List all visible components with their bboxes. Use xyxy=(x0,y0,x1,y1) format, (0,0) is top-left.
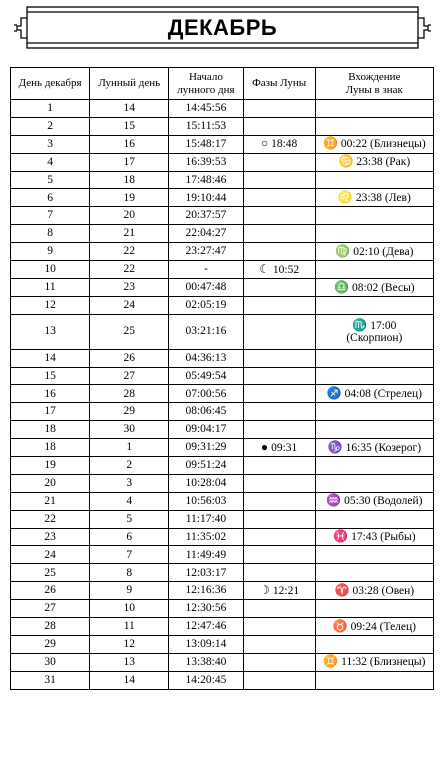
table-row xyxy=(11,385,434,403)
cell-moon-phase xyxy=(243,528,315,546)
cell-day: 5 xyxy=(11,171,90,189)
cell-day: 17 xyxy=(11,403,90,421)
table-row xyxy=(11,510,434,528)
table-row xyxy=(11,653,434,671)
cell-moon-phase xyxy=(243,153,315,171)
cell-lunar-day-start: 04:36:13 xyxy=(169,349,243,367)
cell-moon-phase xyxy=(243,582,315,600)
cell-sign-entry xyxy=(315,510,433,528)
zodiac-sign-icon: ♑ xyxy=(327,439,343,454)
table-row xyxy=(11,546,434,564)
header-entry-line1: Вхождение xyxy=(348,71,401,84)
cell-sign-entry xyxy=(315,225,433,243)
zodiac-sign-icon: ♍ xyxy=(335,243,351,258)
cell-moon-phase xyxy=(243,243,315,261)
table-row xyxy=(11,582,434,600)
cell-day: 7 xyxy=(11,207,90,225)
cell-moon-phase xyxy=(243,600,315,618)
cell-lunar-day-start: - xyxy=(169,261,243,279)
cell-moon-phase xyxy=(243,618,315,636)
cell-day: 1 xyxy=(11,100,90,118)
table-row xyxy=(11,457,434,475)
cell-lunar-day-start: 16:39:53 xyxy=(169,153,243,171)
table-row xyxy=(11,135,434,153)
zodiac-sign-icon: ♋ xyxy=(338,154,354,169)
cell-lunar-day-start: 07:00:56 xyxy=(169,385,243,403)
cell-sign-entry xyxy=(315,100,433,118)
cell-lunar-day-start: 00:47:48 xyxy=(169,278,243,296)
cell-lunar-day: 26 xyxy=(90,349,169,367)
zodiac-sign-icon: ♈ xyxy=(334,582,350,597)
cell-lunar-day: 6 xyxy=(90,528,169,546)
cell-lunar-day: 25 xyxy=(90,314,169,349)
zodiac-sign-icon: ♏ xyxy=(352,317,368,332)
zodiac-sign-icon: ♉ xyxy=(332,618,348,633)
moon-phase-time: 10:52 xyxy=(272,263,300,276)
cell-day: 8 xyxy=(11,225,90,243)
cell-sign-entry xyxy=(315,618,433,636)
cell-moon-phase xyxy=(243,117,315,135)
cell-day: 23 xyxy=(11,528,90,546)
header-lunar-day-start xyxy=(169,68,243,100)
cell-day: 24 xyxy=(11,546,90,564)
table-row xyxy=(11,314,434,349)
cell-moon-phase xyxy=(243,403,315,421)
table-row xyxy=(11,439,434,457)
cell-day: 27 xyxy=(11,600,90,618)
table-body xyxy=(11,100,434,690)
cell-lunar-day-start: 02:05:19 xyxy=(169,296,243,314)
cell-lunar-day: 30 xyxy=(90,421,169,439)
cell-day: 25 xyxy=(11,564,90,582)
sign-entry-text: 00:22 (Близнецы) xyxy=(340,138,426,151)
cell-lunar-day: 15 xyxy=(90,117,169,135)
cell-sign-entry xyxy=(315,261,433,279)
cell-day: 28 xyxy=(11,618,90,636)
cell-moon-phase xyxy=(243,546,315,564)
table-row xyxy=(11,367,434,385)
cell-moon-phase xyxy=(243,510,315,528)
cell-lunar-day: 14 xyxy=(90,671,169,689)
cell-moon-phase xyxy=(243,100,315,118)
sign-entry-text: 02:10 (Дева) xyxy=(353,245,414,258)
cell-lunar-day: 9 xyxy=(90,582,169,600)
lunar-calendar-table xyxy=(10,67,434,690)
cell-lunar-day-start: 22:04:27 xyxy=(169,225,243,243)
sign-entry-text: 05:30 (Водолей) xyxy=(344,495,423,508)
cell-day: 12 xyxy=(11,296,90,314)
header-moon-phase: Фазы Луны xyxy=(243,68,315,100)
cell-day: 6 xyxy=(11,189,90,207)
cell-sign-entry xyxy=(315,171,433,189)
moon-phase-icon: ☾ xyxy=(259,261,270,276)
sign-entry-text: 03:28 (Овен) xyxy=(352,584,415,597)
moon-phase-time: 09:31 xyxy=(271,441,298,454)
cell-moon-phase xyxy=(243,439,315,457)
cell-lunar-day: 18 xyxy=(90,171,169,189)
cell-moon-phase xyxy=(243,653,315,671)
cell-moon-phase xyxy=(243,189,315,207)
cell-moon-phase xyxy=(243,457,315,475)
cell-moon-phase xyxy=(243,385,315,403)
cell-sign-entry xyxy=(315,653,433,671)
cell-lunar-day-start: 14:45:56 xyxy=(169,100,243,118)
cell-moon-phase xyxy=(243,296,315,314)
zodiac-sign-icon: ♒ xyxy=(326,493,342,508)
cell-sign-entry xyxy=(315,153,433,171)
cell-lunar-day: 2 xyxy=(90,457,169,475)
cell-lunar-day-start: 03:21:16 xyxy=(169,314,243,349)
cell-lunar-day-start: 09:31:29 xyxy=(169,439,243,457)
cell-sign-entry xyxy=(315,135,433,153)
cell-moon-phase xyxy=(243,421,315,439)
zodiac-sign-icon: ♎ xyxy=(334,279,349,294)
cell-lunar-day: 21 xyxy=(90,225,169,243)
cell-lunar-day: 16 xyxy=(90,135,169,153)
zodiac-sign-icon: ♌ xyxy=(337,190,353,205)
table-row xyxy=(11,225,434,243)
cell-lunar-day-start: 13:09:14 xyxy=(169,635,243,653)
header-sign-entry xyxy=(315,68,433,100)
cell-lunar-day: 4 xyxy=(90,492,169,510)
cell-lunar-day: 5 xyxy=(90,510,169,528)
cell-sign-entry xyxy=(315,421,433,439)
cell-moon-phase xyxy=(243,314,315,349)
sign-entry-text: 09:24 (Телец) xyxy=(350,620,417,633)
cell-lunar-day: 29 xyxy=(90,403,169,421)
sign-entry-text: 17:00 xyxy=(370,319,397,332)
cell-lunar-day-start: 12:03:17 xyxy=(169,564,243,582)
cell-sign-entry xyxy=(315,278,433,296)
cell-lunar-day-start: 09:04:17 xyxy=(169,421,243,439)
cell-day: 31 xyxy=(11,671,90,689)
moon-phase-icon: ☽ xyxy=(259,582,270,597)
table-row xyxy=(11,207,434,225)
cell-sign-entry xyxy=(315,671,433,689)
cell-moon-phase xyxy=(243,635,315,653)
sign-entry-text: 17:43 (Рыбы) xyxy=(351,531,416,544)
table-row xyxy=(11,600,434,618)
cell-moon-phase xyxy=(243,225,315,243)
cell-moon-phase xyxy=(243,474,315,492)
cell-sign-entry xyxy=(315,385,433,403)
cell-lunar-day-start: 20:37:57 xyxy=(169,207,243,225)
cell-day: 19 xyxy=(11,457,90,475)
table-row xyxy=(11,671,434,689)
cell-day: 13 xyxy=(11,314,90,349)
cell-day: 30 xyxy=(11,653,90,671)
cell-lunar-day: 8 xyxy=(90,564,169,582)
cell-lunar-day: 23 xyxy=(90,278,169,296)
zodiac-sign-icon: ♐ xyxy=(326,386,342,401)
table-row xyxy=(11,243,434,261)
table-row xyxy=(11,474,434,492)
cell-day: 4 xyxy=(11,153,90,171)
cell-lunar-day-start: 05:49:54 xyxy=(169,367,243,385)
cell-day: 10 xyxy=(11,261,90,279)
table-row xyxy=(11,153,434,171)
table-row xyxy=(11,635,434,653)
table-header-row xyxy=(11,68,434,100)
cell-lunar-day-start: 08:06:45 xyxy=(169,403,243,421)
cell-day: 26 xyxy=(11,582,90,600)
table-row xyxy=(11,189,434,207)
sign-entry-text: 08:02 (Весы) xyxy=(352,281,415,294)
sign-entry-text-line2: (Скорпион) xyxy=(346,332,403,345)
cell-lunar-day: 11 xyxy=(90,618,169,636)
table-row xyxy=(11,421,434,439)
cell-moon-phase xyxy=(243,171,315,189)
zodiac-sign-icon: ♊ xyxy=(322,136,338,151)
cell-day: 18 xyxy=(11,439,90,457)
cell-day: 29 xyxy=(11,635,90,653)
cell-sign-entry xyxy=(315,439,433,457)
cell-moon-phase xyxy=(243,492,315,510)
table-row xyxy=(11,117,434,135)
cell-lunar-day-start: 23:27:47 xyxy=(169,243,243,261)
header-entry-line2: Луны в знак xyxy=(345,83,403,96)
moon-phase-time: 12:21 xyxy=(272,584,300,597)
cell-sign-entry xyxy=(315,117,433,135)
cell-sign-entry xyxy=(315,314,433,349)
cell-lunar-day-start: 15:48:17 xyxy=(169,135,243,153)
cell-lunar-day-start: 11:17:40 xyxy=(169,510,243,528)
table-row xyxy=(11,278,434,296)
cell-lunar-day-start: 09:51:24 xyxy=(169,457,243,475)
header-start-line2: лунного дня xyxy=(177,83,235,96)
cell-sign-entry xyxy=(315,296,433,314)
cell-day: 22 xyxy=(11,510,90,528)
cell-moon-phase xyxy=(243,564,315,582)
cell-sign-entry xyxy=(315,528,433,546)
cell-lunar-day: 3 xyxy=(90,474,169,492)
cell-day: 15 xyxy=(11,367,90,385)
sign-entry-text: 04:08 (Стрелец) xyxy=(344,388,422,401)
table-row xyxy=(11,100,434,118)
cell-sign-entry xyxy=(315,546,433,564)
table-row xyxy=(11,403,434,421)
cell-sign-entry xyxy=(315,243,433,261)
cell-day: 18 xyxy=(11,421,90,439)
cell-sign-entry xyxy=(315,474,433,492)
cell-lunar-day-start: 11:35:02 xyxy=(169,528,243,546)
header-day: День декабря xyxy=(11,68,90,100)
cell-sign-entry xyxy=(315,492,433,510)
cell-day: 11 xyxy=(11,278,90,296)
cell-moon-phase xyxy=(243,671,315,689)
page-title: ДЕКАБРЬ xyxy=(167,15,278,40)
cell-moon-phase xyxy=(243,207,315,225)
cell-lunar-day-start: 15:11:53 xyxy=(169,117,243,135)
table-row xyxy=(11,171,434,189)
cell-sign-entry xyxy=(315,349,433,367)
moon-phase-icon: ● xyxy=(260,439,269,454)
table-row xyxy=(11,618,434,636)
moon-phase-time: 18:48 xyxy=(271,138,298,151)
cell-lunar-day: 22 xyxy=(90,243,169,261)
cell-moon-phase xyxy=(243,278,315,296)
cell-sign-entry xyxy=(315,367,433,385)
cell-lunar-day-start: 10:56:03 xyxy=(169,492,243,510)
cell-lunar-day: 12 xyxy=(90,635,169,653)
cell-moon-phase xyxy=(243,349,315,367)
zodiac-sign-icon: ♊ xyxy=(323,654,339,669)
cell-lunar-day: 28 xyxy=(90,385,169,403)
table-row xyxy=(11,349,434,367)
cell-moon-phase xyxy=(243,261,315,279)
cell-moon-phase xyxy=(243,135,315,153)
cell-lunar-day-start: 12:30:56 xyxy=(169,600,243,618)
cell-lunar-day: 20 xyxy=(90,207,169,225)
cell-lunar-day: 27 xyxy=(90,367,169,385)
cell-lunar-day: 22 xyxy=(90,261,169,279)
cell-lunar-day: 24 xyxy=(90,296,169,314)
table-row xyxy=(11,528,434,546)
sign-entry-text: 23:38 (Лев) xyxy=(355,192,411,205)
cell-lunar-day-start: 17:48:46 xyxy=(169,171,243,189)
header-lunar-day: Лунный день xyxy=(90,68,169,100)
cell-lunar-day-start: 14:20:45 xyxy=(169,671,243,689)
cell-lunar-day: 13 xyxy=(90,653,169,671)
table-row xyxy=(11,261,434,279)
cell-day: 21 xyxy=(11,492,90,510)
cell-sign-entry xyxy=(315,189,433,207)
sign-entry-text: 16:35 (Козерог) xyxy=(345,441,422,454)
cell-day: 2 xyxy=(11,117,90,135)
cell-lunar-day: 10 xyxy=(90,600,169,618)
zodiac-sign-icon: ♓ xyxy=(333,529,349,544)
cell-lunar-day: 17 xyxy=(90,153,169,171)
cell-day: 16 xyxy=(11,385,90,403)
cell-lunar-day: 1 xyxy=(90,439,169,457)
table-row xyxy=(11,492,434,510)
header-start-line1: Начало xyxy=(188,71,223,84)
cell-sign-entry xyxy=(315,403,433,421)
cell-lunar-day-start: 12:16:36 xyxy=(169,582,243,600)
cell-day: 20 xyxy=(11,474,90,492)
cell-lunar-day-start: 13:38:40 xyxy=(169,653,243,671)
title-banner xyxy=(14,4,431,52)
cell-day: 9 xyxy=(11,243,90,261)
cell-sign-entry xyxy=(315,457,433,475)
cell-sign-entry xyxy=(315,635,433,653)
cell-day: 14 xyxy=(11,349,90,367)
cell-sign-entry xyxy=(315,600,433,618)
cell-sign-entry xyxy=(315,582,433,600)
cell-day: 3 xyxy=(11,135,90,153)
moon-phase-icon: ○ xyxy=(260,136,269,151)
cell-lunar-day-start: 19:10:44 xyxy=(169,189,243,207)
cell-lunar-day-start: 12:47:46 xyxy=(169,618,243,636)
cell-lunar-day: 7 xyxy=(90,546,169,564)
sign-entry-text: 23:38 (Рак) xyxy=(356,156,411,169)
table-row xyxy=(11,564,434,582)
cell-lunar-day-start: 10:28:04 xyxy=(169,474,243,492)
table-row xyxy=(11,296,434,314)
sign-entry-text: 11:32 (Близнецы) xyxy=(341,656,426,669)
cell-lunar-day: 19 xyxy=(90,189,169,207)
cell-moon-phase xyxy=(243,367,315,385)
cell-sign-entry xyxy=(315,564,433,582)
cell-lunar-day-start: 11:49:49 xyxy=(169,546,243,564)
cell-lunar-day: 14 xyxy=(90,100,169,118)
cell-sign-entry xyxy=(315,207,433,225)
